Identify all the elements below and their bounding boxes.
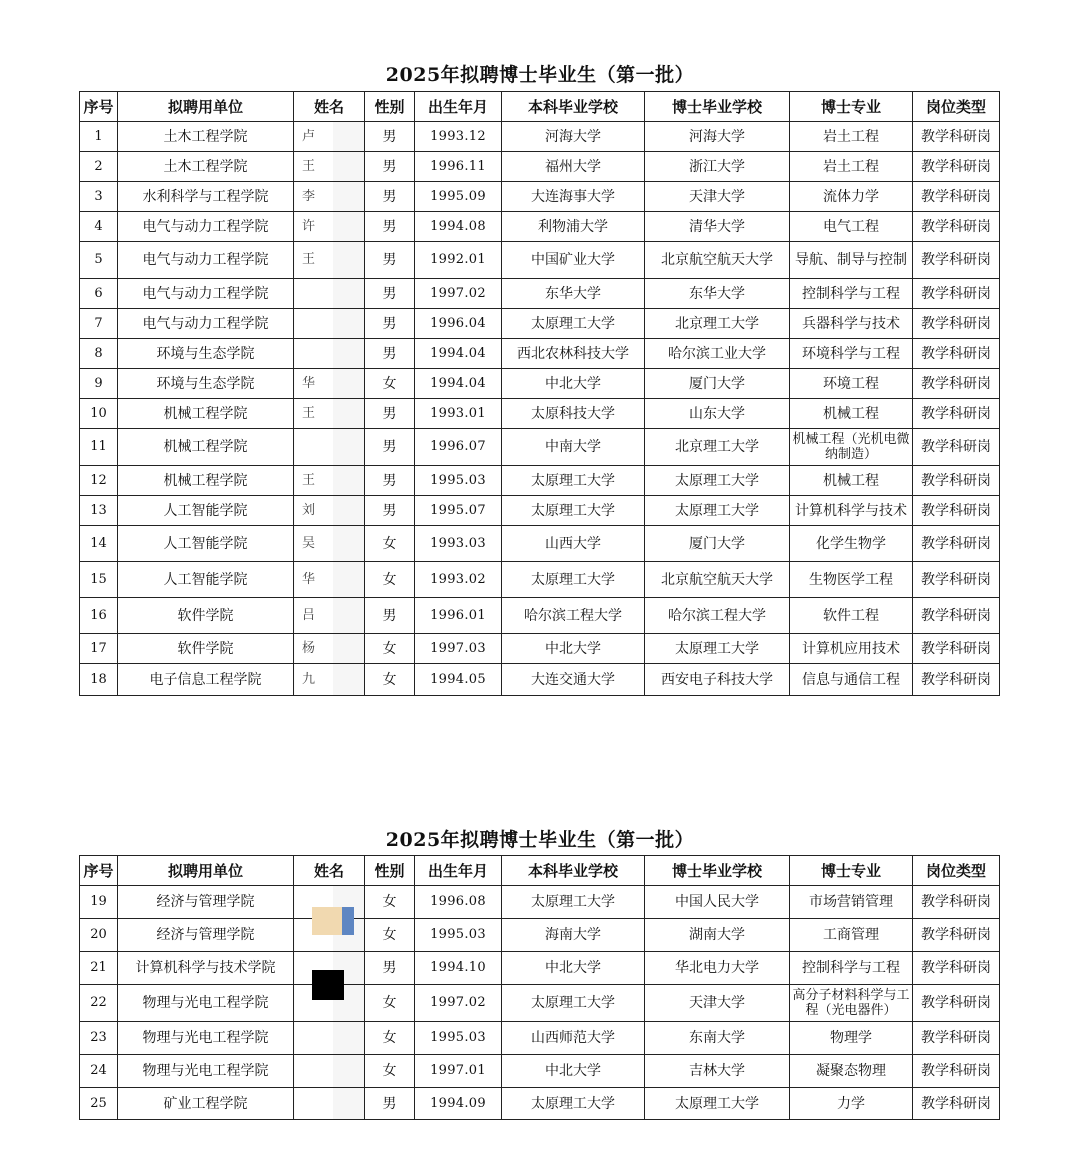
table-row xyxy=(80,152,1000,182)
cell-birth: 1994.04 xyxy=(415,369,502,399)
cell-phd-school: 湖南大学 xyxy=(645,919,790,952)
cell-birth: 1993.02 xyxy=(415,562,502,598)
table-row xyxy=(80,339,1000,369)
table-row xyxy=(80,985,1000,1022)
cell-no: 25 xyxy=(80,1088,118,1120)
cell-no: 22 xyxy=(80,985,118,1022)
cell-name: 华 xyxy=(294,369,365,399)
table-row xyxy=(80,399,1000,429)
cell-unit: 物理与光电工程学院 xyxy=(118,1022,294,1055)
cell-birth: 1996.01 xyxy=(415,598,502,634)
cell-no: 9 xyxy=(80,369,118,399)
cell-gender: 男 xyxy=(365,309,415,339)
table-row xyxy=(80,598,1000,634)
table-row xyxy=(80,429,1000,466)
cell-name: 王 xyxy=(294,466,365,496)
recruit-table-2 xyxy=(79,855,1000,1120)
cell-birth: 1994.04 xyxy=(415,339,502,369)
cell-undergrad: 太原理工大学 xyxy=(502,309,645,339)
cell-unit: 机械工程学院 xyxy=(118,429,294,466)
header-post: 岗位类型 xyxy=(913,92,1000,122)
cell-major: 市场营销管理 xyxy=(790,886,913,919)
cell-no: 7 xyxy=(80,309,118,339)
cell-phd-school: 河海大学 xyxy=(645,122,790,152)
cell-no: 13 xyxy=(80,496,118,526)
cell-no: 24 xyxy=(80,1055,118,1088)
cell-unit: 软件学院 xyxy=(118,598,294,634)
cell-undergrad: 中北大学 xyxy=(502,369,645,399)
cell-birth: 1995.03 xyxy=(415,1022,502,1055)
cell-phd-school: 浙江大学 xyxy=(645,152,790,182)
cell-unit: 计算机科学与技术学院 xyxy=(118,952,294,985)
cell-no: 5 xyxy=(80,242,118,279)
cell-post: 教学科研岗 xyxy=(913,152,1000,182)
cell-major: 信息与通信工程 xyxy=(790,664,913,696)
table-row xyxy=(80,664,1000,696)
cell-post: 教学科研岗 xyxy=(913,562,1000,598)
cell-unit: 人工智能学院 xyxy=(118,496,294,526)
cell-major: 软件工程 xyxy=(790,598,913,634)
cell-phd-school: 华北电力大学 xyxy=(645,952,790,985)
cell-major: 机械工程 xyxy=(790,399,913,429)
header-unit: 拟聘用单位 xyxy=(118,92,294,122)
header-name: 姓名 xyxy=(294,856,365,886)
cell-post: 教学科研岗 xyxy=(913,526,1000,562)
cell-unit: 人工智能学院 xyxy=(118,562,294,598)
cell-phd-school: 北京航空航天大学 xyxy=(645,242,790,279)
cell-gender: 女 xyxy=(365,985,415,1022)
cell-phd-school: 太原理工大学 xyxy=(645,466,790,496)
cell-major: 环境工程 xyxy=(790,369,913,399)
cell-no: 12 xyxy=(80,466,118,496)
header-gender: 性别 xyxy=(365,92,415,122)
cell-no: 3 xyxy=(80,182,118,212)
cell-gender: 男 xyxy=(365,212,415,242)
cell-post: 教学科研岗 xyxy=(913,664,1000,696)
header-post: 岗位类型 xyxy=(913,856,1000,886)
cell-unit: 物理与光电工程学院 xyxy=(118,1055,294,1088)
table-1-title: 2025年拟聘博士毕业生（第一批） xyxy=(385,64,695,86)
cell-undergrad: 哈尔滨工程大学 xyxy=(502,598,645,634)
cell-birth: 1994.08 xyxy=(415,212,502,242)
cell-gender: 男 xyxy=(365,429,415,466)
cell-undergrad: 大连交通大学 xyxy=(502,664,645,696)
cell-name xyxy=(294,429,365,466)
cell-major: 控制科学与工程 xyxy=(790,279,913,309)
cell-gender: 男 xyxy=(365,242,415,279)
cell-gender: 男 xyxy=(365,496,415,526)
cell-gender: 男 xyxy=(365,122,415,152)
cell-major: 机械工程（光机电微纳制造） xyxy=(790,429,913,466)
table-header-row xyxy=(80,92,1000,122)
cell-undergrad: 太原理工大学 xyxy=(502,1088,645,1120)
cell-birth: 1992.01 xyxy=(415,242,502,279)
cell-unit: 水利科学与工程学院 xyxy=(118,182,294,212)
cell-name: 吕 xyxy=(294,598,365,634)
cell-phd-school: 厦门大学 xyxy=(645,369,790,399)
cell-birth: 1996.07 xyxy=(415,429,502,466)
cell-major: 岩土工程 xyxy=(790,152,913,182)
cell-major: 流体力学 xyxy=(790,182,913,212)
cell-no: 2 xyxy=(80,152,118,182)
cell-major: 控制科学与工程 xyxy=(790,952,913,985)
cell-major: 生物医学工程 xyxy=(790,562,913,598)
cell-gender: 女 xyxy=(365,634,415,664)
cell-name: 杨 xyxy=(294,634,365,664)
cell-name xyxy=(294,1055,365,1088)
cell-birth: 1997.01 xyxy=(415,1055,502,1088)
cell-gender: 男 xyxy=(365,466,415,496)
cell-undergrad: 太原理工大学 xyxy=(502,886,645,919)
cell-unit: 人工智能学院 xyxy=(118,526,294,562)
cell-undergrad: 中北大学 xyxy=(502,634,645,664)
cell-phd-school: 东南大学 xyxy=(645,1022,790,1055)
header-no: 序号 xyxy=(80,856,118,886)
cell-phd-school: 清华大学 xyxy=(645,212,790,242)
cell-no: 8 xyxy=(80,339,118,369)
cell-gender: 男 xyxy=(365,399,415,429)
cell-no: 18 xyxy=(80,664,118,696)
cell-name: 华 xyxy=(294,562,365,598)
table-1-body xyxy=(80,122,1000,696)
cell-no: 6 xyxy=(80,279,118,309)
cell-birth: 1996.04 xyxy=(415,309,502,339)
cell-undergrad: 太原理工大学 xyxy=(502,985,645,1022)
cell-major: 计算机科学与技术 xyxy=(790,496,913,526)
cell-unit: 电子信息工程学院 xyxy=(118,664,294,696)
cell-no: 1 xyxy=(80,122,118,152)
header-phd-school: 博士毕业学校 xyxy=(645,856,790,886)
cell-post: 教学科研岗 xyxy=(913,598,1000,634)
cell-birth: 1996.11 xyxy=(415,152,502,182)
cell-major: 兵器科学与技术 xyxy=(790,309,913,339)
cell-phd-school: 中国人民大学 xyxy=(645,886,790,919)
cell-major: 计算机应用技术 xyxy=(790,634,913,664)
cell-unit: 土木工程学院 xyxy=(118,122,294,152)
redaction-mark-blue xyxy=(342,907,354,935)
header-unit: 拟聘用单位 xyxy=(118,856,294,886)
table-row xyxy=(80,242,1000,279)
header-major: 博士专业 xyxy=(790,92,913,122)
table-row xyxy=(80,1022,1000,1055)
cell-birth: 1995.07 xyxy=(415,496,502,526)
header-undergrad: 本科毕业学校 xyxy=(502,856,645,886)
cell-no: 4 xyxy=(80,212,118,242)
cell-unit: 机械工程学院 xyxy=(118,399,294,429)
cell-gender: 女 xyxy=(365,369,415,399)
cell-undergrad: 西北农林科技大学 xyxy=(502,339,645,369)
cell-name xyxy=(294,309,365,339)
table-row xyxy=(80,562,1000,598)
cell-major: 环境科学与工程 xyxy=(790,339,913,369)
cell-name: 卢 xyxy=(294,122,365,152)
cell-name: 王 xyxy=(294,242,365,279)
cell-name: 许 xyxy=(294,212,365,242)
cell-birth: 1993.01 xyxy=(415,399,502,429)
cell-post: 教学科研岗 xyxy=(913,429,1000,466)
header-gender: 性别 xyxy=(365,856,415,886)
cell-birth: 1995.03 xyxy=(415,466,502,496)
table-2-title: 2025年拟聘博士毕业生（第一批） xyxy=(385,829,695,851)
cell-unit: 电气与动力工程学院 xyxy=(118,212,294,242)
cell-no: 21 xyxy=(80,952,118,985)
cell-unit: 电气与动力工程学院 xyxy=(118,279,294,309)
cell-no: 20 xyxy=(80,919,118,952)
cell-post: 教学科研岗 xyxy=(913,634,1000,664)
cell-birth: 1997.03 xyxy=(415,634,502,664)
cell-undergrad: 中南大学 xyxy=(502,429,645,466)
cell-birth: 1993.03 xyxy=(415,526,502,562)
cell-gender: 女 xyxy=(365,526,415,562)
cell-post: 教学科研岗 xyxy=(913,466,1000,496)
cell-undergrad: 海南大学 xyxy=(502,919,645,952)
cell-major: 工商管理 xyxy=(790,919,913,952)
redaction-mark-black xyxy=(312,970,344,1000)
cell-name: 王 xyxy=(294,152,365,182)
cell-undergrad: 中国矿业大学 xyxy=(502,242,645,279)
header-undergrad: 本科毕业学校 xyxy=(502,92,645,122)
table-row xyxy=(80,122,1000,152)
table-row xyxy=(80,886,1000,919)
cell-name: 刘 xyxy=(294,496,365,526)
cell-undergrad: 大连海事大学 xyxy=(502,182,645,212)
table-row xyxy=(80,919,1000,952)
table-row xyxy=(80,526,1000,562)
cell-post: 教学科研岗 xyxy=(913,1022,1000,1055)
cell-post: 教学科研岗 xyxy=(913,919,1000,952)
cell-phd-school: 吉林大学 xyxy=(645,1055,790,1088)
cell-phd-school: 太原理工大学 xyxy=(645,634,790,664)
cell-undergrad: 太原理工大学 xyxy=(502,496,645,526)
cell-unit: 电气与动力工程学院 xyxy=(118,242,294,279)
cell-phd-school: 北京理工大学 xyxy=(645,429,790,466)
cell-unit: 土木工程学院 xyxy=(118,152,294,182)
cell-phd-school: 哈尔滨工业大学 xyxy=(645,339,790,369)
cell-post: 教学科研岗 xyxy=(913,339,1000,369)
cell-gender: 男 xyxy=(365,598,415,634)
table-row xyxy=(80,466,1000,496)
cell-post: 教学科研岗 xyxy=(913,122,1000,152)
cell-birth: 1994.10 xyxy=(415,952,502,985)
cell-phd-school: 太原理工大学 xyxy=(645,496,790,526)
cell-undergrad: 中北大学 xyxy=(502,952,645,985)
cell-unit: 经济与管理学院 xyxy=(118,919,294,952)
cell-post: 教学科研岗 xyxy=(913,279,1000,309)
cell-birth: 1994.05 xyxy=(415,664,502,696)
header-birth: 出生年月 xyxy=(415,92,502,122)
cell-name: 九 xyxy=(294,664,365,696)
table-row xyxy=(80,212,1000,242)
redaction-mark-tan xyxy=(312,907,342,935)
cell-major: 导航、制导与控制 xyxy=(790,242,913,279)
recruit-table-1 xyxy=(79,91,1000,696)
cell-name: 李 xyxy=(294,182,365,212)
header-no: 序号 xyxy=(80,92,118,122)
cell-post: 教学科研岗 xyxy=(913,886,1000,919)
cell-no: 10 xyxy=(80,399,118,429)
cell-name xyxy=(294,1088,365,1120)
cell-phd-school: 北京理工大学 xyxy=(645,309,790,339)
cell-post: 教学科研岗 xyxy=(913,399,1000,429)
cell-post: 教学科研岗 xyxy=(913,309,1000,339)
cell-undergrad: 河海大学 xyxy=(502,122,645,152)
cell-phd-school: 天津大学 xyxy=(645,182,790,212)
header-major: 博士专业 xyxy=(790,856,913,886)
cell-post: 教学科研岗 xyxy=(913,182,1000,212)
cell-undergrad: 太原理工大学 xyxy=(502,466,645,496)
cell-no: 23 xyxy=(80,1022,118,1055)
cell-major: 岩土工程 xyxy=(790,122,913,152)
table-row xyxy=(80,1088,1000,1120)
cell-undergrad: 东华大学 xyxy=(502,279,645,309)
cell-name xyxy=(294,1022,365,1055)
cell-undergrad: 中北大学 xyxy=(502,1055,645,1088)
cell-birth: 1995.03 xyxy=(415,919,502,952)
cell-phd-school: 山东大学 xyxy=(645,399,790,429)
cell-phd-school: 哈尔滨工程大学 xyxy=(645,598,790,634)
cell-gender: 女 xyxy=(365,919,415,952)
table-header-row xyxy=(80,856,1000,886)
cell-post: 教学科研岗 xyxy=(913,212,1000,242)
cell-phd-school: 东华大学 xyxy=(645,279,790,309)
table-2-body xyxy=(80,886,1000,1120)
cell-gender: 男 xyxy=(365,182,415,212)
cell-unit: 矿业工程学院 xyxy=(118,1088,294,1120)
cell-gender: 女 xyxy=(365,664,415,696)
table-row xyxy=(80,369,1000,399)
cell-phd-school: 西安电子科技大学 xyxy=(645,664,790,696)
cell-major: 力学 xyxy=(790,1088,913,1120)
cell-post: 教学科研岗 xyxy=(913,369,1000,399)
cell-name xyxy=(294,279,365,309)
cell-no: 17 xyxy=(80,634,118,664)
cell-gender: 女 xyxy=(365,1055,415,1088)
cell-gender: 男 xyxy=(365,952,415,985)
cell-gender: 男 xyxy=(365,339,415,369)
cell-undergrad: 福州大学 xyxy=(502,152,645,182)
cell-major: 电气工程 xyxy=(790,212,913,242)
cell-major: 物理学 xyxy=(790,1022,913,1055)
cell-birth: 1996.08 xyxy=(415,886,502,919)
table-row xyxy=(80,634,1000,664)
cell-post: 教学科研岗 xyxy=(913,985,1000,1022)
cell-major: 机械工程 xyxy=(790,466,913,496)
cell-name xyxy=(294,339,365,369)
cell-name: 吴 xyxy=(294,526,365,562)
cell-major: 高分子材料科学与工程（光电器件） xyxy=(790,985,913,1022)
cell-undergrad: 太原科技大学 xyxy=(502,399,645,429)
cell-birth: 1995.09 xyxy=(415,182,502,212)
cell-gender: 男 xyxy=(365,152,415,182)
header-birth: 出生年月 xyxy=(415,856,502,886)
cell-post: 教学科研岗 xyxy=(913,1055,1000,1088)
table-row xyxy=(80,279,1000,309)
cell-unit: 物理与光电工程学院 xyxy=(118,985,294,1022)
cell-no: 11 xyxy=(80,429,118,466)
cell-undergrad: 山西大学 xyxy=(502,526,645,562)
cell-unit: 机械工程学院 xyxy=(118,466,294,496)
cell-phd-school: 北京航空航天大学 xyxy=(645,562,790,598)
cell-gender: 女 xyxy=(365,562,415,598)
cell-no: 15 xyxy=(80,562,118,598)
cell-phd-school: 天津大学 xyxy=(645,985,790,1022)
cell-unit: 软件学院 xyxy=(118,634,294,664)
cell-birth: 1997.02 xyxy=(415,279,502,309)
cell-major: 凝聚态物理 xyxy=(790,1055,913,1088)
header-phd-school: 博士毕业学校 xyxy=(645,92,790,122)
cell-phd-school: 太原理工大学 xyxy=(645,1088,790,1120)
cell-no: 19 xyxy=(80,886,118,919)
cell-major: 化学生物学 xyxy=(790,526,913,562)
cell-gender: 男 xyxy=(365,279,415,309)
cell-undergrad: 太原理工大学 xyxy=(502,562,645,598)
cell-gender: 女 xyxy=(365,886,415,919)
table-row xyxy=(80,182,1000,212)
cell-birth: 1997.02 xyxy=(415,985,502,1022)
table-row xyxy=(80,952,1000,985)
cell-unit: 环境与生态学院 xyxy=(118,369,294,399)
cell-name: 王 xyxy=(294,399,365,429)
cell-no: 14 xyxy=(80,526,118,562)
cell-post: 教学科研岗 xyxy=(913,242,1000,279)
table-row xyxy=(80,1055,1000,1088)
cell-unit: 电气与动力工程学院 xyxy=(118,309,294,339)
cell-no: 16 xyxy=(80,598,118,634)
cell-birth: 1994.09 xyxy=(415,1088,502,1120)
cell-undergrad: 山西师范大学 xyxy=(502,1022,645,1055)
cell-unit: 环境与生态学院 xyxy=(118,339,294,369)
cell-undergrad: 利物浦大学 xyxy=(502,212,645,242)
cell-unit: 经济与管理学院 xyxy=(118,886,294,919)
cell-birth: 1993.12 xyxy=(415,122,502,152)
table-row xyxy=(80,309,1000,339)
header-name: 姓名 xyxy=(294,92,365,122)
cell-gender: 女 xyxy=(365,1022,415,1055)
table-row xyxy=(80,496,1000,526)
cell-phd-school: 厦门大学 xyxy=(645,526,790,562)
cell-gender: 男 xyxy=(365,1088,415,1120)
cell-post: 教学科研岗 xyxy=(913,496,1000,526)
cell-post: 教学科研岗 xyxy=(913,952,1000,985)
cell-post: 教学科研岗 xyxy=(913,1088,1000,1120)
